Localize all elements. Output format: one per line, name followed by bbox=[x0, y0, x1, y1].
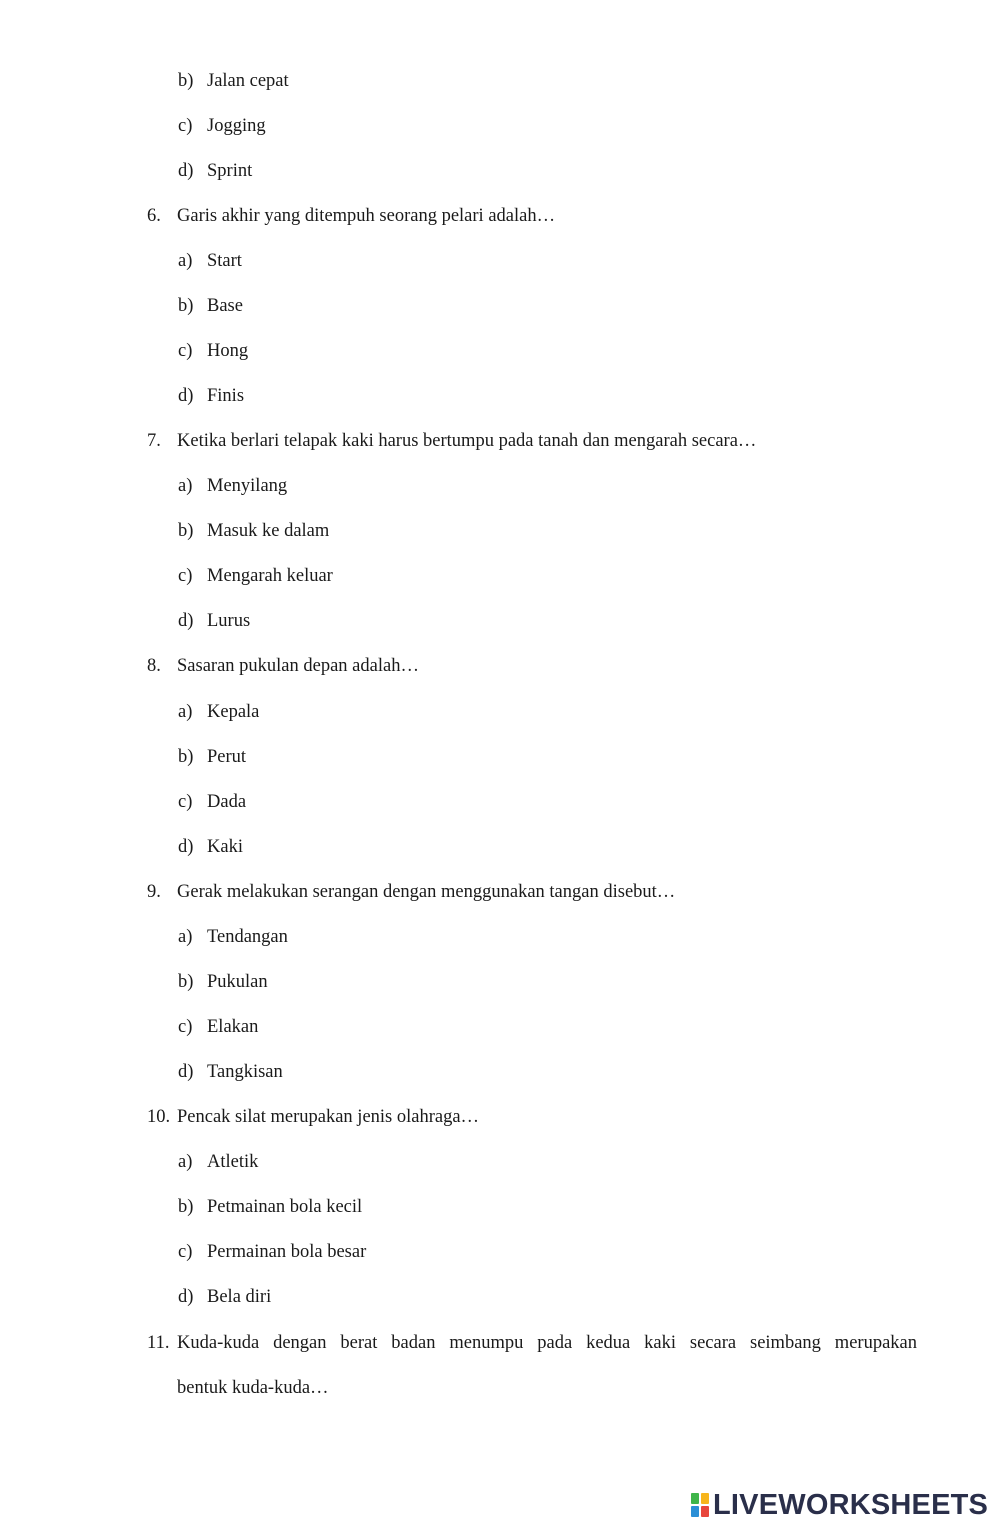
option-letter: c) bbox=[178, 566, 193, 586]
liveworksheets-logo[interactable] bbox=[690, 1488, 988, 1522]
question-number: 9. bbox=[147, 882, 161, 902]
option-letter: d) bbox=[178, 1062, 194, 1082]
option-letter: a) bbox=[178, 702, 193, 722]
option-text: Bela diri bbox=[207, 1287, 272, 1307]
option-text: Kepala bbox=[207, 702, 260, 722]
question-number: 8. bbox=[147, 656, 161, 676]
option-text: Finis bbox=[207, 386, 245, 406]
option-letter: a) bbox=[178, 927, 193, 947]
option-text: Petmainan bola kecil bbox=[207, 1197, 363, 1217]
option-letter: c) bbox=[178, 1242, 193, 1262]
option-letter: d) bbox=[178, 1287, 194, 1307]
logo-square-yellow bbox=[701, 1493, 709, 1504]
option-text: Tangkisan bbox=[207, 1062, 283, 1082]
logo-square-red bbox=[701, 1506, 709, 1517]
option-letter: a) bbox=[178, 476, 193, 496]
option-text: Menyilang bbox=[207, 476, 288, 496]
logo-square-green bbox=[691, 1493, 699, 1504]
option-letter: b) bbox=[178, 972, 194, 992]
option-text: Kaki bbox=[207, 837, 243, 857]
question-text: Ketika berlari telapak kaki harus bertumpu pada tanah dan mengarah secara… bbox=[177, 431, 757, 451]
option-text: Lurus bbox=[207, 611, 251, 631]
option-letter: d) bbox=[178, 386, 194, 406]
option-text: Hong bbox=[207, 341, 249, 361]
option-letter: d) bbox=[178, 161, 194, 181]
option-text: Base bbox=[207, 296, 243, 316]
option-letter: a) bbox=[178, 251, 193, 271]
option-text: Dada bbox=[207, 792, 247, 812]
option-letter: c) bbox=[178, 1017, 193, 1037]
option-text: Mengarah keluar bbox=[207, 566, 333, 586]
question-text: Gerak melakukan serangan dengan menggunakan tangan disebut… bbox=[177, 882, 676, 902]
question-text: Sasaran pukulan depan adalah… bbox=[177, 656, 419, 676]
option-letter: c) bbox=[178, 792, 193, 812]
liveworksheets-grid-icon bbox=[690, 1492, 710, 1518]
option-letter: a) bbox=[178, 1152, 193, 1172]
option-letter: d) bbox=[178, 837, 194, 857]
option-text: Tendangan bbox=[207, 927, 288, 947]
option-letter: c) bbox=[178, 116, 193, 136]
option-text: Masuk ke dalam bbox=[207, 521, 330, 541]
logo-text: LIVEWORKSHEETS bbox=[713, 1488, 989, 1521]
option-letter: b) bbox=[178, 296, 194, 316]
option-text: Elakan bbox=[207, 1017, 259, 1037]
option-text: Sprint bbox=[207, 161, 253, 181]
question-number: 10. bbox=[147, 1107, 171, 1127]
option-letter: b) bbox=[178, 71, 194, 91]
option-text: Start bbox=[207, 251, 242, 271]
question-text: Pencak silat merupakan jenis olahraga… bbox=[177, 1107, 480, 1127]
option-text: Atletik bbox=[207, 1152, 259, 1172]
question-text-line1: Kuda-kuda dengan berat badan menumpu pada kedua kaki secara seimbang merupakan bbox=[177, 1333, 917, 1353]
option-text: Perut bbox=[207, 747, 247, 767]
question-number: 7. bbox=[147, 431, 161, 451]
question-text: Garis akhir yang ditempuh seorang pelari adalah… bbox=[177, 206, 556, 226]
option-letter: b) bbox=[178, 747, 194, 767]
option-text: Permainan bola besar bbox=[207, 1242, 367, 1262]
question-number: 6. bbox=[147, 206, 161, 226]
option-letter: b) bbox=[178, 1197, 194, 1217]
option-letter: d) bbox=[178, 611, 194, 631]
logo-square-blue bbox=[691, 1506, 699, 1517]
question-text-line2: bentuk kuda-kuda… bbox=[177, 1378, 329, 1398]
option-text: Jogging bbox=[207, 116, 266, 136]
option-letter: c) bbox=[178, 341, 193, 361]
question-number: 11. bbox=[147, 1333, 170, 1353]
option-text: Jalan cepat bbox=[207, 71, 289, 91]
option-letter: b) bbox=[178, 521, 194, 541]
option-text: Pukulan bbox=[207, 972, 268, 992]
